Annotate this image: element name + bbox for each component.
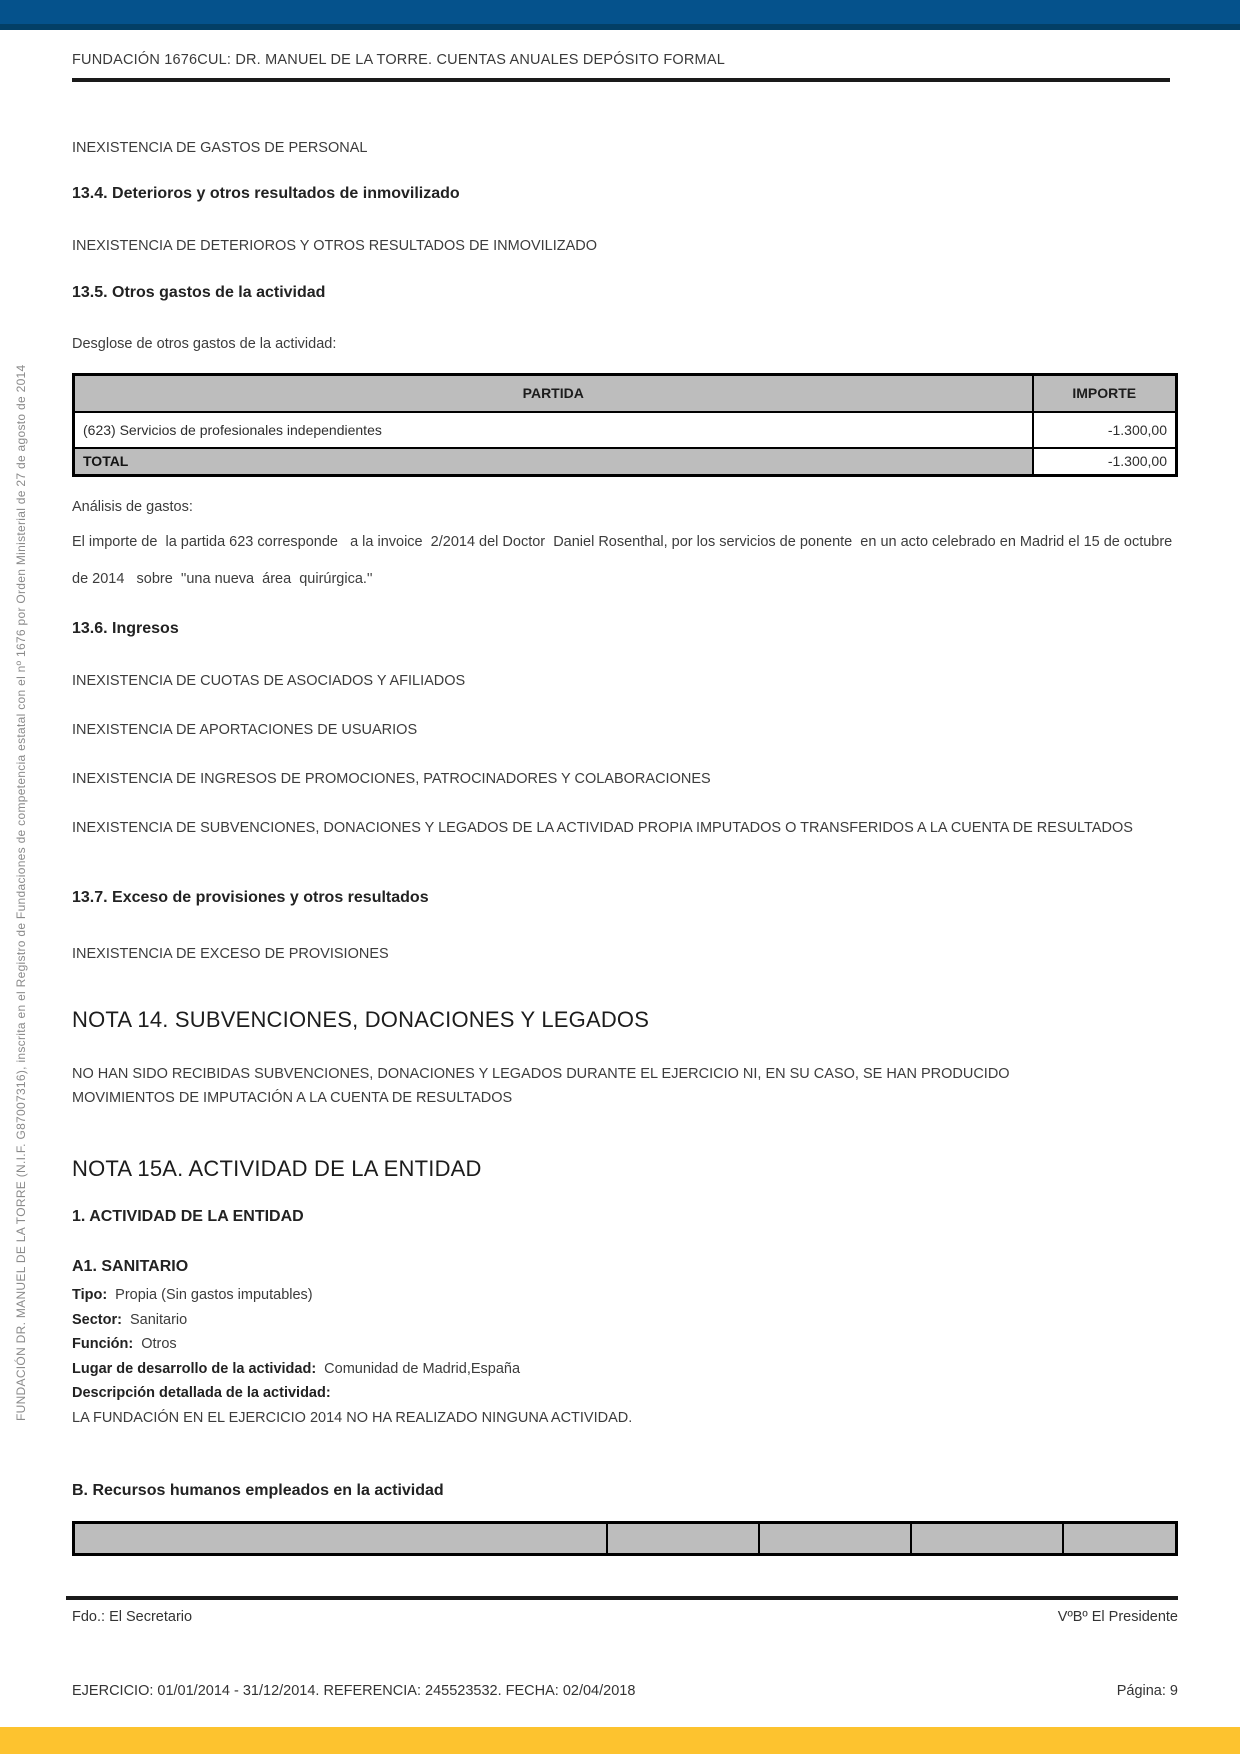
field-tipo-label: Tipo:	[72, 1287, 108, 1303]
column-header-partida: PARTIDA	[74, 375, 1033, 412]
field-lugar-value: Comunidad de Madrid,España	[324, 1360, 521, 1377]
rrhh-header-cell-2	[607, 1523, 759, 1555]
rrhh-header-row	[74, 1523, 1177, 1555]
page-number: Página: 9	[1116, 1683, 1178, 1699]
field-sector	[72, 1308, 1178, 1333]
exercise-reference-date: EJERCICIO: 01/01/2014 - 31/12/2014. REFERENCIA: 245523532. FECHA: 02/04/2018	[72, 1683, 636, 1699]
field-lugar-label: Lugar de desarrollo de la actividad:	[72, 1360, 317, 1377]
section-heading-13-4: 13.4. Deterioros y otros resultados de inmovilizado	[72, 185, 460, 202]
field-descripcion	[72, 1381, 1178, 1406]
note-inexistencia-cuotas: INEXISTENCIA DE CUOTAS DE ASOCIADOS Y AFILIADOS	[72, 673, 466, 689]
rrhh-header-cell-5	[1063, 1523, 1177, 1555]
footer-meta-row	[72, 1683, 1178, 1699]
nota14-paragraph: NO HAN SIDO RECIBIDAS SUBVENCIONES, DONACIONES Y LEGADOS DURANTE EL EJERCICIO NI, EN SU CASO, SE HAN PRODUCIDO MOVIMIENTOS DE IMPUTACIÓN A LA CUENTA DE RESULTADOS	[72, 1066, 1010, 1106]
cell-total-importe: -1.300,00	[1033, 448, 1177, 476]
field-descripcion-label: Descripción detallada de la actividad:	[72, 1385, 331, 1402]
note-inexistencia-deterioros: INEXISTENCIA DE DETERIOROS Y OTROS RESULTADOS DE INMOVILIZADO	[72, 238, 598, 254]
document-header	[72, 52, 1170, 82]
note-inexistencia-personal: INEXISTENCIA DE GASTOS DE PERSONAL	[72, 140, 368, 156]
field-lugar	[72, 1357, 1178, 1382]
otros-gastos-table	[72, 373, 1178, 477]
nota15a-heading: NOTA 15A. ACTIVIDAD DE LA ENTIDAD	[72, 1156, 482, 1181]
rrhh-header-cell-3	[759, 1523, 911, 1555]
field-funcion	[72, 1332, 1178, 1357]
desglose-intro: Desglose de otros gastos de la actividad:	[72, 336, 337, 352]
signature-row	[72, 1609, 1178, 1625]
analysis-title: Análisis de gastos:	[72, 499, 193, 515]
note-inexistencia-subvenciones: INEXISTENCIA DE SUBVENCIONES, DONACIONES Y LEGADOS DE LA ACTIVIDAD PROPIA IMPUTADOS O TRANSFERIDOS A LA CUENTA DE RESULTADOS	[72, 820, 1133, 836]
signature-secretary: Fdo.: El Secretario	[72, 1609, 193, 1625]
cell-total-label: TOTAL	[74, 448, 1033, 476]
section-heading-13-7: 13.7. Exceso de provisiones y otros resultados	[72, 889, 429, 906]
field-sector-value: Sanitario	[129, 1311, 188, 1328]
table-row	[74, 412, 1177, 448]
rrhh-header-cell-1	[74, 1523, 608, 1555]
actividad-entidad-heading: 1. ACTIVIDAD DE LA ENTIDAD	[72, 1208, 304, 1225]
note-inexistencia-provisiones: INEXISTENCIA DE EXCESO DE PROVISIONES	[72, 946, 389, 962]
sidebar-registry-note: FUNDACIÓN DR. MANUEL DE LA TORRE (N.I.F. G87007316), inscrita en el Registro de Fundaciones de competencia estatal con el nº 1676 por Orden Ministerial de 27 de agosto de 2014	[14, 364, 28, 1421]
recursos-humanos-table	[72, 1521, 1178, 1556]
rrhh-header-cell-4	[911, 1523, 1063, 1555]
section-heading-13-5: 13.5. Otros gastos de la actividad	[72, 284, 326, 301]
analysis-paragraph: El importe de la partida 623 corresponde a la invoice 2/2014 del Doctor Daniel Rosenthal, por los servicios de ponente en un acto celebrado en Madrid el 15 de octubre de 2014 sobre ''una nueva área quirúrgica.''	[72, 534, 1177, 587]
field-funcion-label: Función:	[72, 1336, 134, 1353]
column-header-importe: IMPORTE	[1033, 375, 1177, 412]
field-sector-label: Sector:	[72, 1311, 122, 1328]
cell-importe: -1.300,00	[1033, 412, 1177, 448]
field-tipo-value: Propia (Sin gastos imputables)	[115, 1287, 313, 1303]
nota14-heading: NOTA 14. SUBVENCIONES, DONACIONES Y LEGADOS	[72, 1007, 650, 1032]
activity-fields	[72, 1283, 1178, 1406]
activity-description: LA FUNDACIÓN EN EL EJERCICIO 2014 NO HA REALIZADO NINGUNA ACTIVIDAD.	[72, 1410, 633, 1426]
recursos-humanos-heading: B. Recursos humanos empleados en la actividad	[72, 1482, 444, 1499]
table-header-row	[74, 375, 1177, 412]
table-total-row	[74, 448, 1177, 476]
field-tipo	[72, 1283, 1178, 1308]
field-funcion-value: Otros	[141, 1336, 177, 1353]
section-heading-13-6: 13.6. Ingresos	[72, 620, 179, 637]
note-inexistencia-aportaciones: INEXISTENCIA DE APORTACIONES DE USUARIOS	[72, 722, 418, 738]
document-title: FUNDACIÓN 1676CUL: DR. MANUEL DE LA TORRE. CUENTAS ANUALES DEPÓSITO FORMAL	[72, 52, 725, 68]
signature-president: VºBº El Presidente	[1057, 1609, 1178, 1625]
top-blue-bar	[0, 0, 1240, 30]
a1-sanitario-heading: A1. SANITARIO	[72, 1258, 189, 1275]
footer-divider-rule	[66, 1596, 1178, 1600]
bottom-yellow-bar	[0, 1727, 1240, 1754]
note-inexistencia-promociones: INEXISTENCIA DE INGRESOS DE PROMOCIONES, PATROCINADORES Y COLABORACIONES	[72, 771, 711, 787]
cell-partida: (623) Servicios de profesionales independientes	[74, 412, 1033, 448]
